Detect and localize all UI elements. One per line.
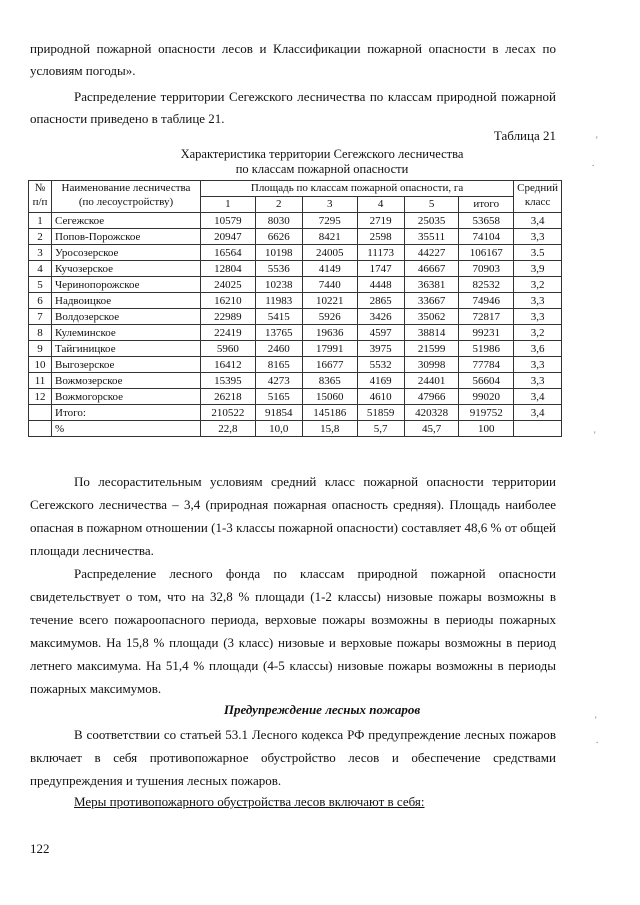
intro-line-2: условиям погоды».	[30, 63, 136, 78]
row-value: 2719	[357, 213, 404, 229]
row-value: 53658	[459, 213, 514, 229]
row-value: 210522	[201, 405, 256, 421]
row-value: 2598	[357, 229, 404, 245]
row-value: 19636	[302, 325, 357, 341]
row-value: 47966	[404, 389, 459, 405]
row-number: 7	[29, 309, 52, 325]
table-row	[29, 405, 562, 421]
row-value: 4273	[255, 373, 302, 389]
row-number	[29, 405, 52, 421]
row-value: 22419	[201, 325, 256, 341]
row-value: 91854	[255, 405, 302, 421]
row-value: 51859	[357, 405, 404, 421]
intro-paragraph	[30, 38, 556, 82]
row-value: 99231	[459, 325, 514, 341]
row-value: 24025	[201, 277, 256, 293]
row-value: 10198	[255, 245, 302, 261]
table-row	[29, 325, 562, 341]
row-avg-class: 3,4	[514, 213, 562, 229]
row-number: 9	[29, 341, 52, 357]
header-class-1: 1	[201, 197, 256, 213]
row-value: 26218	[201, 389, 256, 405]
row-value: 22,8	[201, 421, 256, 437]
row-value: 15060	[302, 389, 357, 405]
row-number: 4	[29, 261, 52, 277]
row-value: 5532	[357, 357, 404, 373]
fire-danger-table	[28, 180, 562, 437]
row-value: 6626	[255, 229, 302, 245]
row-value: 4610	[357, 389, 404, 405]
header-name: Наименование лесничества (по лесоустройству)	[52, 181, 201, 213]
scan-mark: '	[594, 430, 596, 440]
table-row	[29, 357, 562, 373]
row-value: 24005	[302, 245, 357, 261]
row-name: Вожмозерское	[52, 373, 201, 389]
row-name: Вожмогорское	[52, 389, 201, 405]
row-name: Итого:	[52, 405, 201, 421]
row-number: 5	[29, 277, 52, 293]
row-avg-class: 3,3	[514, 309, 562, 325]
row-value: 5415	[255, 309, 302, 325]
row-value: 11983	[255, 293, 302, 309]
row-value: 4448	[357, 277, 404, 293]
row-value: 5536	[255, 261, 302, 277]
row-value: 7440	[302, 277, 357, 293]
row-value: 15,8	[302, 421, 357, 437]
table-row	[29, 213, 562, 229]
row-value: 8421	[302, 229, 357, 245]
row-number: 1	[29, 213, 52, 229]
row-value: 4169	[357, 373, 404, 389]
row-value: 35511	[404, 229, 459, 245]
row-value: 16677	[302, 357, 357, 373]
section-title: Предупреждение лесных пожаров	[223, 702, 421, 717]
row-value: 16210	[201, 293, 256, 309]
table-row	[29, 245, 562, 261]
row-value: 5960	[201, 341, 256, 357]
row-value: 25035	[404, 213, 459, 229]
row-name: Черинопорожское	[52, 277, 201, 293]
row-avg-class: 3,3	[514, 293, 562, 309]
table-label: Таблица 21	[493, 128, 556, 143]
row-value: 51986	[459, 341, 514, 357]
row-avg-class: 3,3	[514, 373, 562, 389]
row-value: 1747	[357, 261, 404, 277]
row-value: 8365	[302, 373, 357, 389]
row-number: 8	[29, 325, 52, 341]
row-value: 420328	[404, 405, 459, 421]
row-name: Волдозерское	[52, 309, 201, 325]
row-value: 16564	[201, 245, 256, 261]
row-value: 8165	[255, 357, 302, 373]
row-name: Кулеминское	[52, 325, 201, 341]
row-value: 8030	[255, 213, 302, 229]
row-value: 36381	[404, 277, 459, 293]
row-value: 82532	[459, 277, 514, 293]
row-value: 33667	[404, 293, 459, 309]
header-area: Площадь по классам пожарной опасности, га	[201, 181, 514, 197]
row-value: 17991	[302, 341, 357, 357]
row-value: 38814	[404, 325, 459, 341]
row-value: 21599	[404, 341, 459, 357]
table-row	[29, 277, 562, 293]
row-value: 56604	[459, 373, 514, 389]
table-row	[29, 229, 562, 245]
table-row	[29, 389, 562, 405]
row-name: Кучозерское	[52, 261, 201, 277]
row-value: 74104	[459, 229, 514, 245]
row-value: 2865	[357, 293, 404, 309]
row-number: 6	[29, 293, 52, 309]
row-value: 5926	[302, 309, 357, 325]
row-number	[29, 421, 52, 437]
row-value: 2460	[255, 341, 302, 357]
table-row	[29, 341, 562, 357]
row-value: 35062	[404, 309, 459, 325]
row-value: 77784	[459, 357, 514, 373]
row-value: 4149	[302, 261, 357, 277]
row-value: 5165	[255, 389, 302, 405]
row-name: Попов-Порожское	[52, 229, 201, 245]
table-title-line-1: Характеристика территории Сегежского лесничества	[180, 147, 464, 161]
row-name: Выгозерское	[52, 357, 201, 373]
row-value: 12804	[201, 261, 256, 277]
row-value: 919752	[459, 405, 514, 421]
row-value: 13765	[255, 325, 302, 341]
row-value: 106167	[459, 245, 514, 261]
header-class-2: 2	[255, 197, 302, 213]
table-title	[30, 147, 614, 177]
header-num: № п/п	[29, 181, 52, 213]
row-value: 3426	[357, 309, 404, 325]
table-row	[29, 373, 562, 389]
row-value: 7295	[302, 213, 357, 229]
header-class-6: итого	[459, 197, 514, 213]
row-value: 74946	[459, 293, 514, 309]
row-value: 10,0	[255, 421, 302, 437]
row-value: 46667	[404, 261, 459, 277]
table-row	[29, 421, 562, 437]
row-value: 10238	[255, 277, 302, 293]
row-avg-class: 3,4	[514, 405, 562, 421]
table-row	[29, 261, 562, 277]
row-name: Сегежское	[52, 213, 201, 229]
row-value: 72817	[459, 309, 514, 325]
fund-paragraph: Распределение лесного фонда по классам природной пожарной опасности свидетельствует о том, что на 32,8 % площади (1-2 классы) низовые пожары возможны в течение всего пожароопасного периода, верховые пожары возможны в периоды пожарных максимумов. На 15,8 % площади (3 класс) низовые и верховые пожары возможны в период летнего максимума. На 51,4 % площади (4-5 классы) низовые пожары возможны в периоды пожарных максимумов.	[30, 566, 556, 696]
table-title-line-2: по классам пожарной опасности	[235, 162, 409, 176]
row-number: 10	[29, 357, 52, 373]
row-name: Уросозерское	[52, 245, 201, 261]
row-value: 11173	[357, 245, 404, 261]
row-value: 24401	[404, 373, 459, 389]
avg-class-paragraph: По лесорастительным условиям средний класс пожарной опасности территории Сегежского лесничества – 3,4 (природная пожарная опасность средняя). Площадь наиболее опасная в пожарном отношении (1-3 классы пожарной опасности) составляет 48,6 % от общей площади лесничества.	[30, 474, 556, 558]
row-avg-class	[514, 421, 562, 437]
page-number: 122	[30, 841, 50, 856]
row-value: 70903	[459, 261, 514, 277]
row-value: 99020	[459, 389, 514, 405]
row-avg-class: 3.5	[514, 245, 562, 261]
row-value: 145186	[302, 405, 357, 421]
article-paragraph: В соответствии со статьей 53.1 Лесного кодекса РФ предупреждение лесных пожаров включает в себя противопожарное обустройство лесов и обеспечение средствами предупреждения и тушения лесных пожаров.	[30, 727, 556, 788]
row-number: 12	[29, 389, 52, 405]
row-avg-class: 3,3	[514, 357, 562, 373]
distribution-paragraph: Распределение территории Сегежского лесничества по классам природной пожарной опасности приведено в таблице 21.	[30, 89, 556, 126]
row-avg-class: 3,3	[514, 229, 562, 245]
row-number: 3	[29, 245, 52, 261]
row-value: 45,7	[404, 421, 459, 437]
row-name: Надвоицкое	[52, 293, 201, 309]
header-class-5: 5	[404, 197, 459, 213]
row-value: 44227	[404, 245, 459, 261]
header-avg: Средний класс	[514, 181, 562, 213]
row-value: 16412	[201, 357, 256, 373]
row-value: 15395	[201, 373, 256, 389]
row-value: 100	[459, 421, 514, 437]
header-class-4: 4	[357, 197, 404, 213]
table-row	[29, 309, 562, 325]
row-value: 3975	[357, 341, 404, 357]
measures-heading-text: Меры противопожарного обустройства лесов включают в себя:	[74, 794, 425, 809]
scan-mark: .	[596, 735, 599, 745]
row-name: Тайгиницкое	[52, 341, 201, 357]
measures-heading	[30, 791, 556, 813]
row-avg-class: 3,2	[514, 277, 562, 293]
scan-mark: '	[596, 135, 598, 145]
row-value: 30998	[404, 357, 459, 373]
row-value: 20947	[201, 229, 256, 245]
row-avg-class: 3,4	[514, 389, 562, 405]
row-number: 2	[29, 229, 52, 245]
row-value: 5,7	[357, 421, 404, 437]
header-class-3: 3	[302, 197, 357, 213]
row-value: 10579	[201, 213, 256, 229]
intro-line-1: природной пожарной опасности лесов и Классификации пожарной опасности в лесах по	[30, 41, 556, 56]
row-avg-class: 3,2	[514, 325, 562, 341]
row-value: 22989	[201, 309, 256, 325]
row-avg-class: 3,6	[514, 341, 562, 357]
row-value: 10221	[302, 293, 357, 309]
row-number: 11	[29, 373, 52, 389]
row-value: 4597	[357, 325, 404, 341]
row-name: %	[52, 421, 201, 437]
row-avg-class: 3,9	[514, 261, 562, 277]
scan-mark: .	[592, 158, 595, 168]
scan-mark: '	[595, 715, 597, 725]
table-row	[29, 293, 562, 309]
